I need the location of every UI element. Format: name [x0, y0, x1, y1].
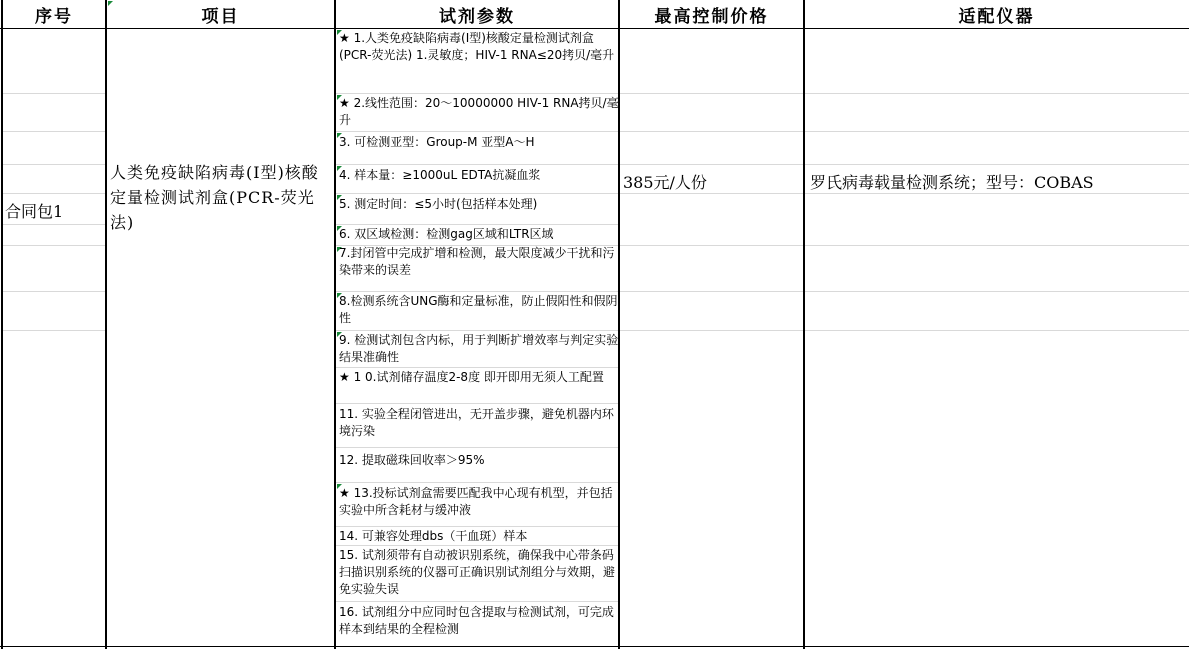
- param-item-11: 11. 实验全程闭管进出，无开盖步骤，避免机器内环境污染: [339, 407, 614, 438]
- column-border: [334, 0, 336, 649]
- row-seq-cell: 合同包1: [5, 202, 64, 221]
- row-price-cell: 385元/人份: [623, 173, 707, 192]
- gridline: [2, 93, 106, 94]
- param-row-divider: [335, 164, 619, 165]
- gridline: [619, 164, 1189, 165]
- param-item-5: 5. 测定时间：≤5小时(包括样本处理): [339, 197, 538, 211]
- param-item-13: ★ 13.投标试剂盒需要匹配我中心现有机型，并包括实验中所含耗材与缓冲液: [339, 486, 613, 517]
- column-border: [803, 0, 805, 649]
- header-price: 最高控制价格: [654, 7, 769, 27]
- gridline: [2, 291, 106, 292]
- gridline: [619, 245, 1189, 246]
- gridline: [2, 245, 106, 246]
- param-item-3: 3. 可检测亚型：Group-M 亚型A～H: [339, 135, 535, 149]
- gridline: [2, 224, 106, 225]
- param-item-8: 8.检测系统含UNG酶和定量标准，防止假阳性和假阴性: [339, 294, 618, 325]
- param-item-14: 14. 可兼容处理dbs（干血斑）样本: [339, 529, 528, 543]
- param-row-divider: [335, 330, 619, 331]
- column-border: [105, 0, 107, 649]
- table-bottom-border: [0, 646, 1189, 647]
- column-border: [1, 0, 3, 649]
- param-row-divider: [335, 291, 619, 292]
- param-row-divider: [335, 93, 619, 94]
- cell-marker: [108, 1, 113, 6]
- param-item-16: 16. 试剂组分中应同时包含提取与检测试剂，可完成样本到结果的全程检测: [339, 605, 614, 636]
- header-instrument: 适配仪器: [958, 7, 1035, 27]
- param-item-12: 12. 提取磁珠回收率＞95%: [339, 453, 485, 467]
- param-row-divider: [335, 601, 619, 602]
- param-row-divider: [335, 526, 619, 527]
- row-item-cell: 人类免疫缺陷病毒(I型)核酸定量检测试剂盒(PCR-荧光法): [110, 163, 319, 232]
- param-row-divider: [335, 482, 619, 483]
- param-item-10: ★ 1 0.试剂储存温度2-8度 即开即用无须人工配置: [339, 370, 604, 384]
- param-row-divider: [335, 131, 619, 132]
- gridline: [619, 330, 1189, 331]
- param-row-divider: [335, 367, 619, 368]
- param-item-15: 15. 试剂须带有自动被识别系统，确保我中心带条码扫描识别系统的仪器可正确识别试剂组分与效期，避免实验失误: [339, 548, 616, 596]
- gridline: [2, 164, 106, 165]
- param-row-divider: [335, 224, 619, 225]
- param-item-2: ★ 2.线性范围：20～10000000 HIV-1 RNA拷贝/毫升: [339, 96, 619, 127]
- header-item: 项目: [201, 7, 240, 27]
- header-bottom-border: [0, 28, 1189, 29]
- header-params: 试剂参数: [439, 7, 515, 27]
- gridline: [619, 291, 1189, 292]
- param-row-divider: [335, 447, 619, 448]
- gridline: [2, 131, 106, 132]
- param-row-divider: [335, 193, 619, 194]
- row-instrument-cell: 罗氏病毒载量检测系统；型号：COBAS: [810, 173, 1094, 192]
- param-item-7: 7.封闭管中完成扩增和检测，最大限度减少干扰和污染带来的误差: [339, 246, 615, 277]
- gridline: [619, 193, 1189, 194]
- param-item-6: 6. 双区域检测：检测gag区域和LTR区域: [339, 227, 554, 241]
- param-item-1: ★ 1.人类免疫缺陷病毒(I型)核酸定量检测试剂盒(PCR-荧光法) 1.灵敏度；HIV-1 RNA≤20拷贝/毫升: [339, 31, 615, 62]
- gridline: [619, 131, 1189, 132]
- gridline: [2, 193, 106, 194]
- param-item-4: 4. 样本量：≥1000uL EDTA抗凝血浆: [339, 168, 541, 182]
- gridline: [619, 93, 1189, 94]
- param-item-9: 9. 检测试剂包含内标，用于判断扩增效率与判定实验结果准确性: [339, 333, 619, 364]
- param-row-divider: [335, 545, 619, 546]
- param-row-divider: [335, 403, 619, 404]
- header-seq: 序号: [35, 7, 73, 27]
- gridline: [2, 330, 106, 331]
